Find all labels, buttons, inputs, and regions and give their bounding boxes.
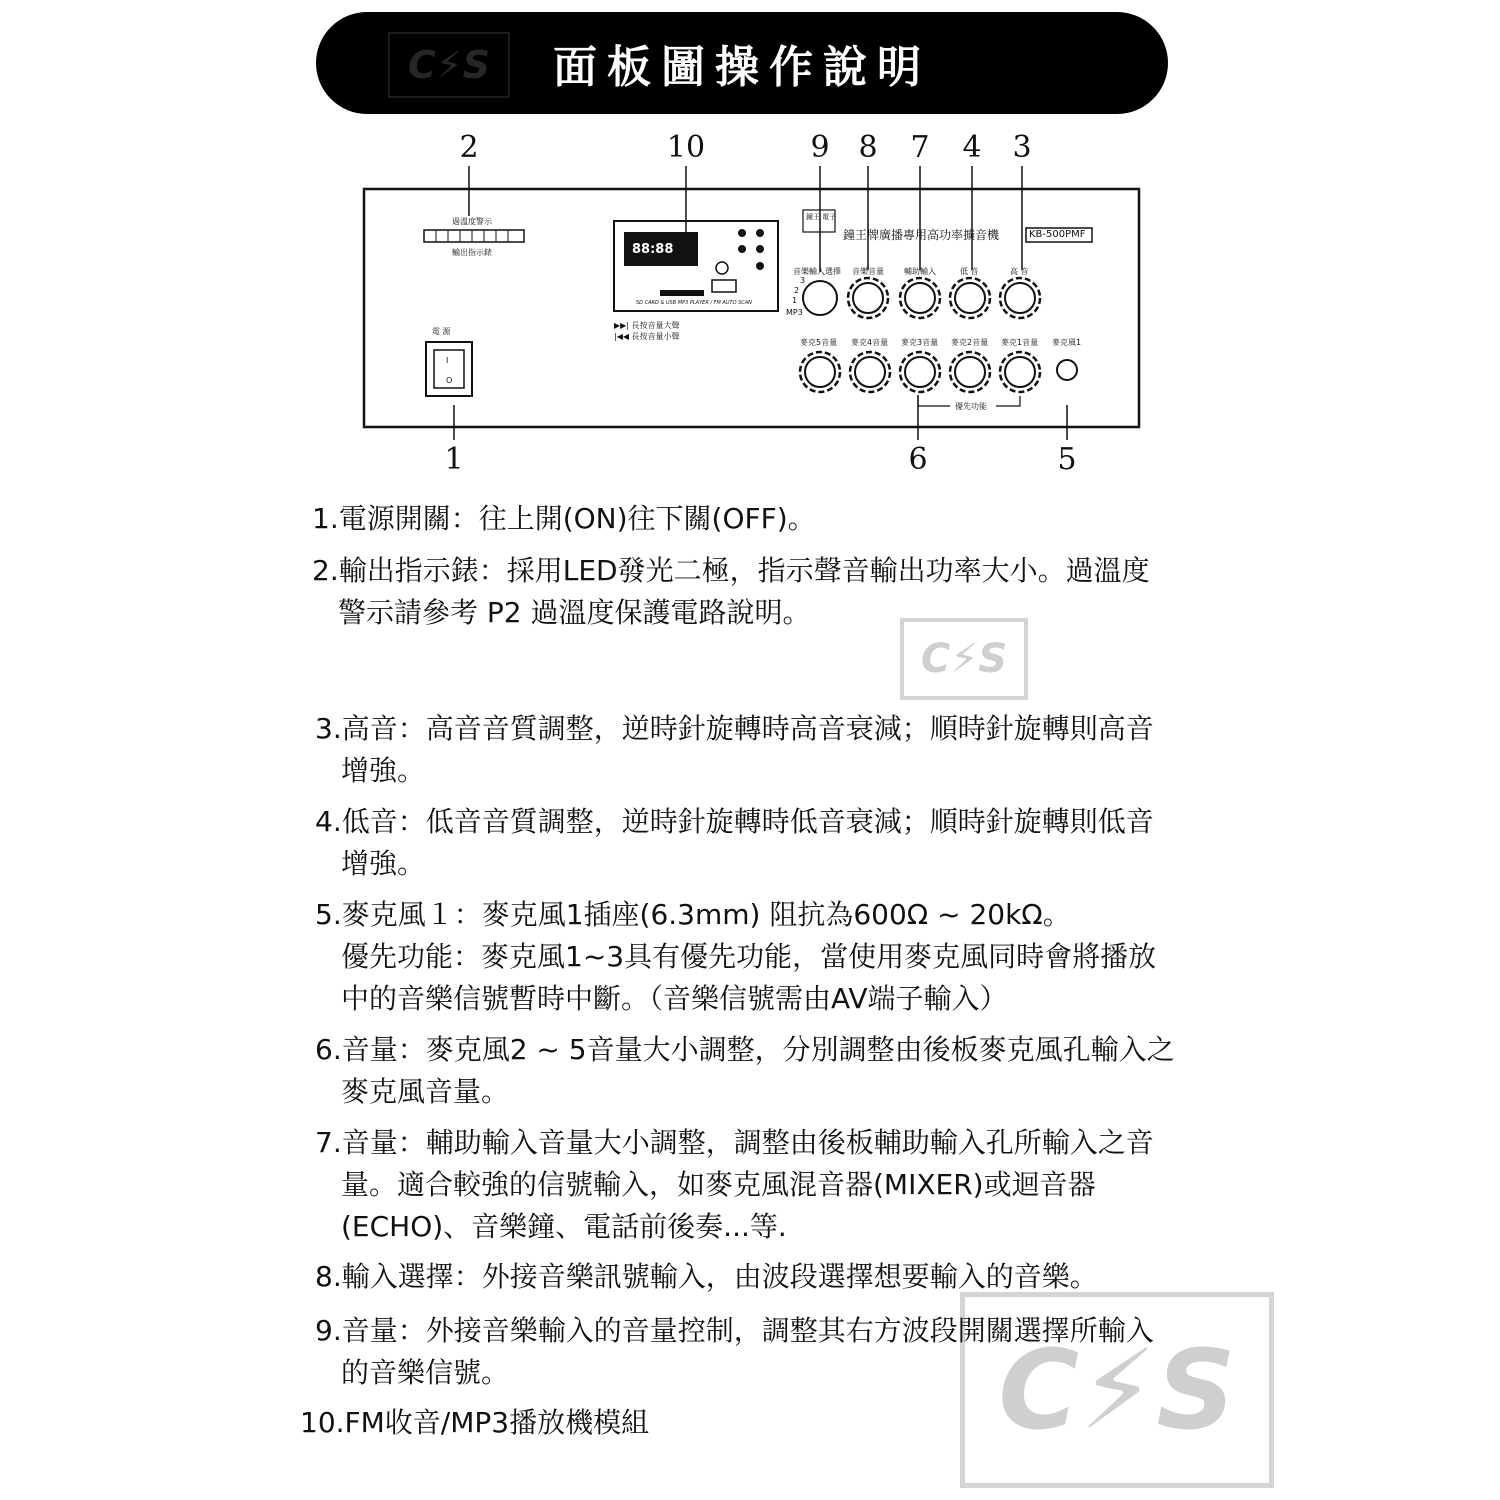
list-item-6 [315, 1029, 1175, 1113]
callout-6: 6 [908, 442, 928, 477]
item-line: 2.輸出指示錶：採用LED發光二極，指示聲音輸出功率大小。過溫度 [312, 554, 1150, 587]
meter-top-label: 過溫度警示 [452, 217, 492, 226]
knob-label-mic5: 麥克5音量 [800, 338, 838, 347]
list-item-2 [312, 550, 1150, 634]
item-line: (ECHO)、音樂鐘、電話前後奏...等. [341, 1210, 787, 1243]
list-item-8 [315, 1256, 1098, 1298]
knob-label-input-select: 音樂輸入選擇 [793, 267, 841, 276]
selector-mark-mp3: MP3 [786, 308, 803, 317]
brand-logo-small: 鐘王 電子 [806, 213, 837, 221]
item-line: 中的音樂信號暫時中斷。（音樂信號需由AV端子輸入） [341, 982, 1008, 1015]
selector-mark-1: 1 [792, 296, 798, 305]
item-line: 1.電源開關：往上開(ON)往下關(OFF)。 [312, 502, 816, 535]
list-item-5 [315, 894, 1156, 1020]
item-line: 7.音量：輔助輸入音量大小調整，調整由後板輔助輸入孔所輸入之音 [315, 1126, 1154, 1159]
mic1-jack [1057, 360, 1077, 380]
callout-3: 3 [1012, 130, 1032, 165]
knob-label-mic2: 麥克2音量 [951, 338, 989, 347]
power-label: 電 源 [432, 327, 451, 336]
callout-9: 9 [810, 130, 830, 165]
power-on-mark: I [446, 356, 449, 365]
item-line: 4.低音：低音音質調整，逆時針旋轉時低音衰減；順時針旋轉則低音 [315, 805, 1154, 838]
item-line: 麥克風音量。 [341, 1075, 510, 1108]
knob-label-bass: 低 音 [960, 267, 979, 276]
item-line: 的音樂信號。 [341, 1356, 510, 1389]
skip-prev-hint: |◀◀ 長按音量小聲 [614, 332, 680, 341]
list-item-1 [312, 498, 816, 540]
panel-diagram [0, 0, 1500, 480]
callout-5: 5 [1057, 442, 1077, 477]
knob-label-mic3: 麥克3音量 [901, 338, 939, 347]
knob-label-mic1: 麥克1音量 [1001, 338, 1039, 347]
item-line: 優先功能：麥克風1~3具有優先功能，當使用麥克風同時會將播放 [341, 940, 1157, 973]
panel-drawing [0, 0, 1500, 480]
knob-label-mic1-jack: 麥克風1 [1052, 338, 1082, 347]
knob-label-music-volume: 音樂音量 [852, 267, 884, 276]
item-line: 增強。 [341, 754, 426, 787]
item-line: 3.高音：高音音質調整，逆時針旋轉時高音衰減；順時針旋轉則高音 [315, 712, 1154, 745]
input-select-knob [803, 281, 837, 315]
skip-next-hint: ▶▶| 長按音量大聲 [614, 321, 680, 330]
knob-label-mic4: 麥克4音量 [851, 338, 889, 347]
item-line: 6.音量：麥克風2 ~ 5音量大小調整，分別調整由後板麥克風孔輸入之 [315, 1033, 1175, 1066]
meter-bottom-label: 輸出指示錶 [452, 248, 492, 257]
callout-7: 7 [910, 130, 930, 165]
lcd-display: 88:88 [632, 242, 674, 257]
list-item-3 [315, 708, 1154, 792]
item-line: 增強。 [341, 847, 426, 880]
item-line: 10.FM收音/MP3播放機模組 [300, 1406, 650, 1439]
item-line: 8.輸入選擇：外接音樂訊號輸入，由波段選擇想要輸入的音樂。 [315, 1260, 1098, 1293]
item-line: 9.音量：外接音樂輸入的音量控制，調整其右方波段開關選擇所輸入 [315, 1314, 1154, 1347]
watermark-small: C⚡S [900, 618, 1028, 700]
knob-label-aux: 輔助輸入 [904, 267, 936, 276]
brand-logo-faint: C⚡S [388, 32, 510, 98]
list-item-10 [300, 1402, 649, 1444]
output-meter [424, 230, 524, 242]
callout-10: 10 [666, 130, 706, 165]
callout-2: 2 [459, 130, 479, 165]
priority-label: 優先功能 [955, 402, 987, 411]
callout-8: 8 [858, 130, 878, 165]
usb-port [712, 280, 736, 292]
item-line: 5.麥克風１：麥克風1插座(6.3mm) 阻抗為600Ω ~ 20kΩ。 [315, 898, 1071, 931]
list-item-7 [315, 1122, 1154, 1248]
watermark-large: C⚡S [960, 1292, 1274, 1488]
callout-1: 1 [444, 442, 464, 477]
callout-4: 4 [962, 130, 982, 165]
page-title: 面板圖操作說明 [553, 42, 931, 93]
mp3-caption: SD CARD & USB MP3 PLAYER / FM AUTO SCAN [636, 300, 752, 306]
item-line: 警示請參考 P2 過溫度保護電路說明。 [338, 596, 811, 629]
selector-mark-2: 2 [794, 286, 800, 295]
model-number: KB-500PMF [1029, 229, 1086, 240]
brand-text: 鐘王牌廣播專用高功率擴音機 [843, 228, 1000, 242]
selector-mark-3: 3 [800, 276, 806, 285]
list-item-4 [315, 801, 1154, 885]
power-off-mark: O [446, 376, 453, 385]
item-line: 量。適合較強的信號輸入，如麥克風混音器(MIXER)或迴音器 [341, 1168, 1096, 1201]
list-item-9 [315, 1310, 1154, 1394]
knob-label-treble: 高 音 [1010, 267, 1029, 276]
